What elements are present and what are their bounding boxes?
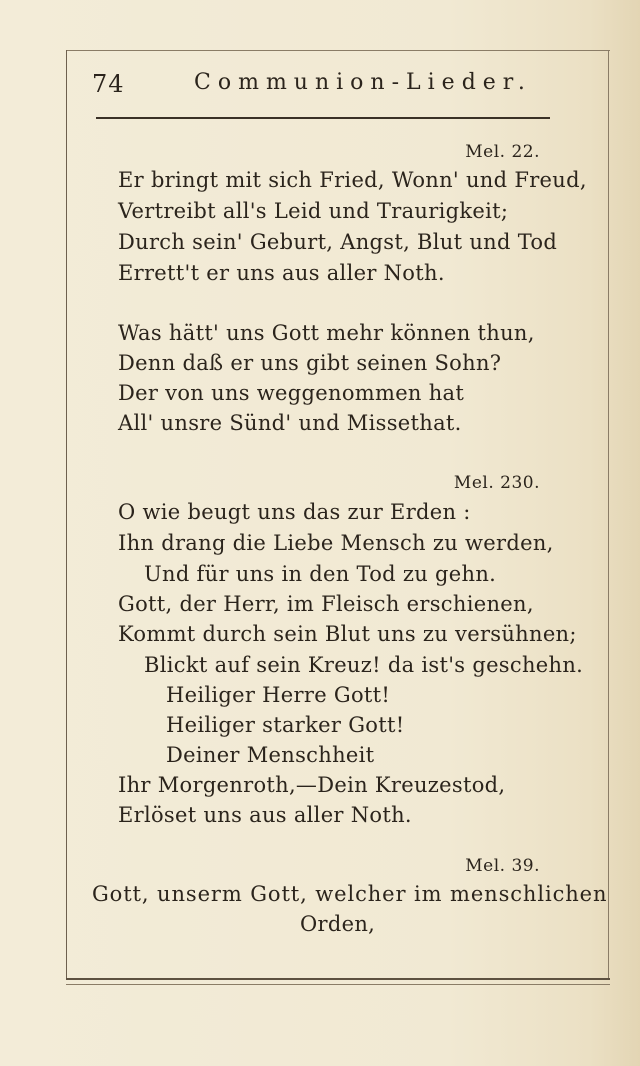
hymn-line: Gott, der Herr, im Fleisch erschienen, (118, 592, 534, 616)
page-frame-bottom-rule (66, 984, 610, 985)
hymn-line: Der von uns weggenommen hat (118, 381, 465, 405)
hymn-line: Durch sein' Geburt, Angst, Blut und Tod (118, 230, 558, 254)
melody-reference: Mel. 39. (465, 856, 540, 876)
hymn-line: Und für uns in den Tod zu gehn. (144, 562, 497, 586)
header-rule (96, 117, 550, 119)
hymn-line: Ihr Morgenroth,—Dein Kreuzestod, (118, 773, 506, 797)
page-frame-top (66, 50, 610, 51)
hymn-line: Heiliger starker Gott! (166, 713, 405, 737)
hymn-line: All' unsre Sünd' und Missethat. (118, 411, 462, 435)
running-title: Communion-Lieder. (194, 70, 532, 95)
hymn-line: Denn daß er uns gibt seinen Sohn? (118, 351, 502, 375)
hymn-line: Vertreibt all's Leid und Traurigkeit; (118, 199, 509, 223)
melody-reference: Mel. 22. (465, 142, 540, 162)
hymn-line: Gott, unserm Gott, welcher im menschlichen (92, 882, 608, 906)
page-frame-left (66, 50, 67, 980)
hymn-line: Orden, (300, 912, 376, 936)
page-header (92, 70, 582, 106)
melody-reference: Mel. 230. (453, 473, 540, 493)
page-frame-right (608, 50, 609, 980)
hymn-line: Er bringt mit sich Fried, Wonn' und Freud, (118, 168, 587, 192)
hymn-line: Deiner Menschheit (166, 743, 375, 767)
page-frame-bottom (66, 978, 610, 980)
hymn-line: Kommt durch sein Blut uns zu versühnen; (118, 622, 577, 646)
hymn-line: Blickt auf sein Kreuz! da ist's geschehn. (144, 653, 584, 677)
hymn-line: Was hätt' uns Gott mehr können thun, (118, 321, 535, 345)
hymn-line: Errett't er uns aus aller Noth. (118, 261, 445, 285)
hymn-line: Ihn drang die Liebe Mensch zu werden, (118, 531, 554, 555)
hymn-line: Erlöset uns aus aller Noth. (118, 803, 412, 827)
hymn-line: Heiliger Herre Gott! (166, 683, 391, 707)
hymn-line: O wie beugt uns das zur Erden : (118, 500, 471, 524)
page-number: 74 (92, 70, 125, 98)
